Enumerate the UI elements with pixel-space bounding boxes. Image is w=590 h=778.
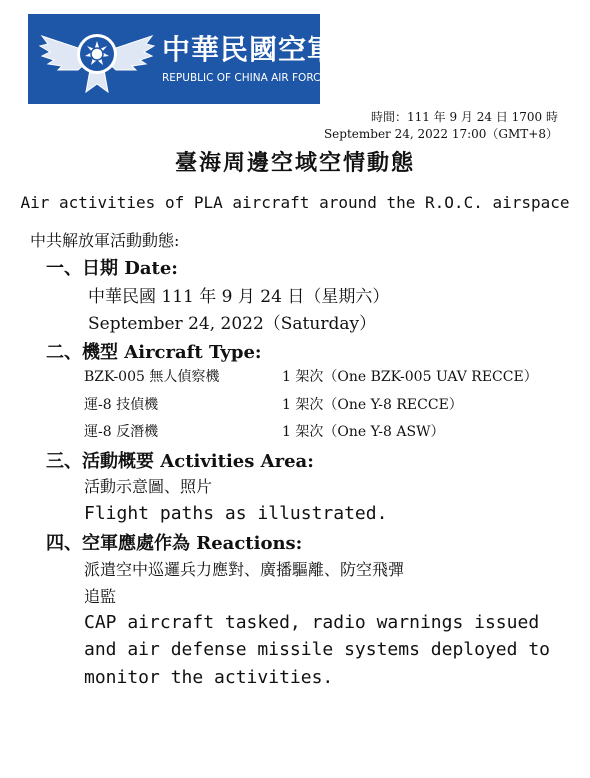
- reactions-english-line: CAP aircraft tasked, radio warnings issued: [84, 612, 540, 633]
- date-chinese: 中華民國 111 年 9 月 24 日（星期六）: [88, 287, 390, 307]
- aircraft-count: 1 架次（One BZK-005 UAV RECCE）: [282, 369, 538, 385]
- page-title-english: Air activities of PLA aircraft around the R.O.C. airspace: [20, 193, 570, 212]
- reactions-chinese-line: 追監: [84, 587, 117, 606]
- aircraft-count: 1 架次（One Y-8 ASW）: [282, 424, 445, 440]
- section-reactions-heading: 四、空軍應處作為 Reactions:: [46, 533, 303, 554]
- banner-title-english: REPUBLIC OF CHINA AIR FORCE: [162, 72, 328, 84]
- section-aircraft-heading: 二、機型 Aircraft Type:: [46, 342, 262, 363]
- report-time-english: September 24, 2022 17:00（GMT+8）: [323, 127, 558, 141]
- banner-title-chinese: 中華民國空軍: [162, 33, 337, 66]
- report-time-chinese: 時間：111 年 9 月 24 日 1700 時: [370, 110, 558, 124]
- page-title-chinese: 臺海周邊空域空情動態: [174, 150, 415, 176]
- area-chinese: 活動示意圖、照片: [84, 477, 213, 496]
- aircraft-type: BZK-005 無人偵察機: [84, 369, 220, 385]
- aircraft-type: 運-8 反潛機: [84, 424, 159, 440]
- section-date-heading: 一、日期 Date:: [46, 258, 178, 279]
- air-force-emblem-icon: [38, 20, 156, 98]
- reactions-english-line: monitor the activities.: [84, 667, 334, 688]
- aircraft-count: 1 架次（One Y-8 RECCE）: [282, 397, 463, 413]
- air-force-banner: [28, 14, 337, 104]
- intro-text: 中共解放軍活動動態:: [30, 231, 180, 250]
- reactions-chinese-line: 派遣空中巡邏兵力應對、廣播驅離、防空飛彈: [84, 560, 405, 579]
- section-area-heading: 三、活動概要 Activities Area:: [46, 451, 314, 472]
- area-english: Flight paths as illustrated.: [84, 503, 388, 524]
- reactions-english-line: and air defense missile systems deployed to: [84, 639, 550, 660]
- aircraft-type: 運-8 技偵機: [84, 397, 159, 413]
- date-english: September 24, 2022（Saturday）: [88, 314, 377, 334]
